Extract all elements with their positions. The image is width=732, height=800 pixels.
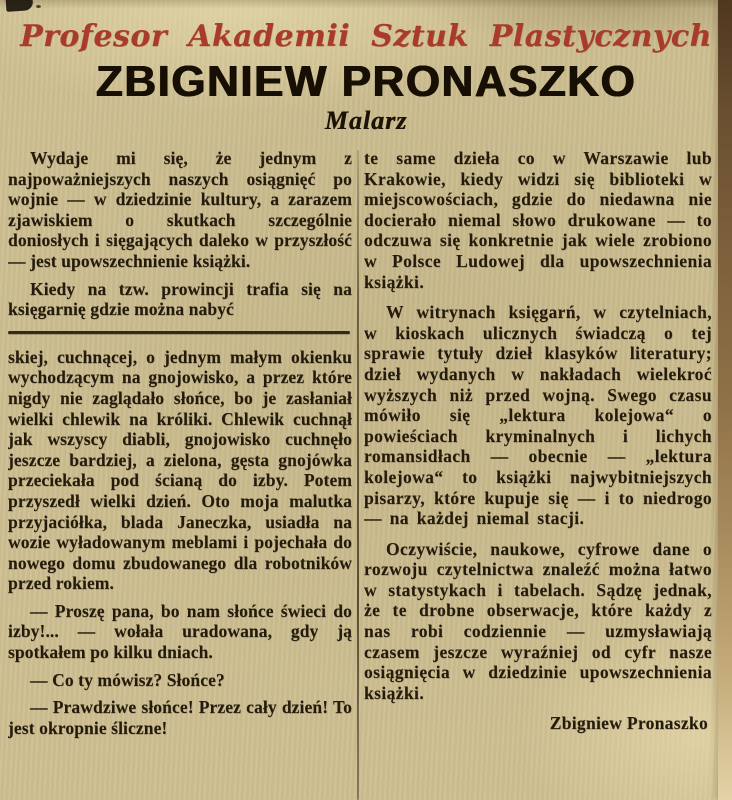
- right-column: [364, 148, 712, 800]
- scan-edge-shadow: [718, 0, 732, 800]
- article-body: [8, 148, 712, 800]
- article-kicker: Profesor Akademii Sztuk Plastycznych: [20, 19, 712, 54]
- article-subtitle: Malarz: [324, 106, 408, 135]
- article-header: [0, 0, 732, 136]
- section-divider-rule: [8, 331, 350, 334]
- paragraph: te same dzieła co w Warszawie lub Krakowie, kiedy widzi się biblioteki w miejscowościach, gdzie do niedawna nie docierało niemal słowo drukowane — to odczuwa się konkretnie jak wiele zrobiono w Polsce Ludowej dla upowszechnienia książki.: [364, 148, 712, 292]
- column-divider-rule: [357, 150, 359, 800]
- dialogue-paragraph: — Prawdziwe słońce! Przez cały dzień! To jest okropnie śliczne!: [8, 697, 352, 738]
- paragraph: Oczywiście, naukowe, cyfrowe dane o rozwoju czytelnictwa znaleźć można łatwo w statystykach i tabelach. Sądzę jednak, że te drobne obserwacje, które każdy z nas robi codziennie — uzmysławiają czasem jeszcze wyraźniej od cyfr nasze osiągnięcia w dziedzinie upowszechnienia książki.: [364, 538, 712, 703]
- dialogue-paragraph: — Co ty mówisz? Słońce?: [30, 669, 225, 690]
- dialogue-paragraph: — Proszę pana, bo nam słońce świeci do izby!... — wołała uradowana, gdy ją spotkałem po kilku dniach.: [8, 600, 352, 663]
- scan-ink-speck: [36, 5, 41, 8]
- paragraph: Wydaje mi się, że jednym z najpoważniejszych naszych osiągnięć po wojnie — w dziedzinie kultury, a zarazem zjawiskiem o skutkach szczególnie doniosłych i sięgających daleko w przyszłość — jest upowszechnienie książki.: [8, 148, 352, 271]
- left-column: [8, 148, 352, 800]
- author-signature: Zbigniew Pronaszko: [549, 713, 708, 734]
- article-title: ZBIGNIEW PRONASZKO: [95, 57, 637, 106]
- paragraph: skiej, cuchnącej, o jednym małym okienku wychodzącym na gnojowisko, a przez które nigdy nie zaglądało słońce, bo je zasłaniał wielki chlewik na króliki. Chlewik cuchnął jak wszyscy diabli, gnojowisko cuchnęło jeszcze bardziej, a zielona, gęsta gnojówka przeciekała pod ścianą do izby. Potem przyszedł wielki dzień. Oto moja malutka przyjaciółka, blada Janeczka, usiadła na wozie wyładowanym meblami i pojechała do nowego domu zbudowanego dla robotników przed rokiem.: [8, 346, 352, 594]
- paragraph: Kiedy na tzw. prowincji trafia się na księgarnię gdzie można nabyć: [8, 278, 352, 320]
- paragraph: W witrynach księgarń, w czytelniach, w kioskach ulicznych świadczą o tej sprawie tytuły dzieł klasyków literatury; dzieł wydanych w nakładach wielekroć wyższych niż przed wojną. Swego czasu mówiło się „lektura kolejowa“ o powieściach kryminalnych i lichych romansidłach — obecnie — „lektura kolejowa“ to książki najwybitniejszych pisarzy, które kupuje się — i to niedrogo — na każdej niemal stacji.: [364, 302, 712, 529]
